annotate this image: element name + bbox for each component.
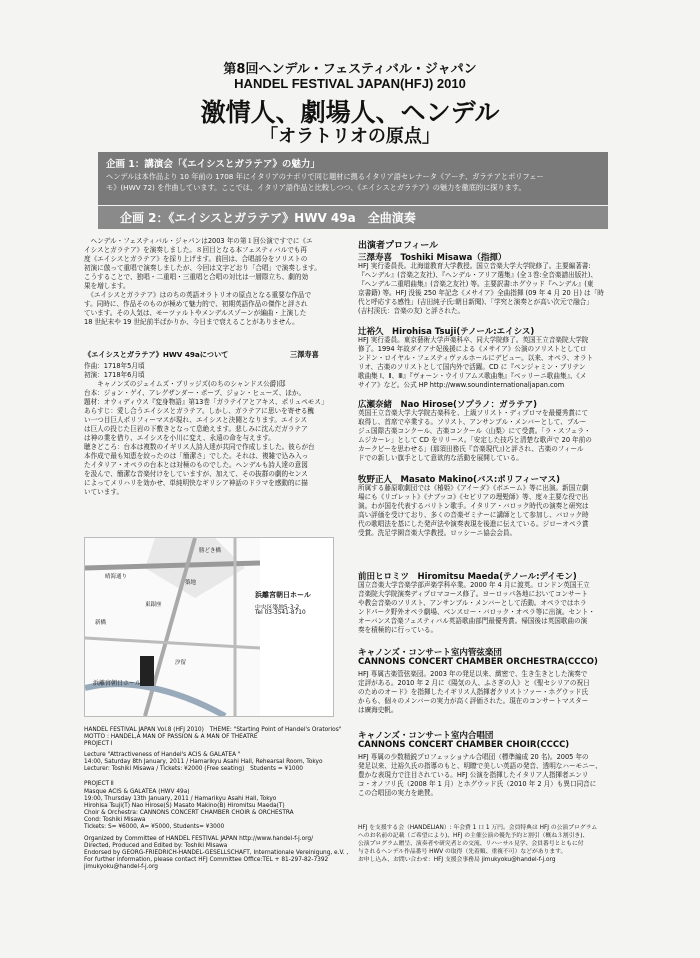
- performer-bio-line: (吉村渓氏：音楽の友) と評された。: [358, 307, 465, 315]
- performer-bio-line: 代の歌唱法を基にした発声法や演奏表現を後進に伝えている。ジローオペラ賞: [358, 520, 589, 528]
- intro-line: こうすることで、独唱・二重唱・三重唱と合唱の対比は一層際立ち、劇的効: [84, 273, 309, 281]
- performer-bio-line: 国立音楽大学音楽学部声楽学科卒業。2000 年 4 月に渡英。ロンドン英国王立: [358, 581, 590, 589]
- ensemble-bio-line: コ・オノフリ氏（2008 年 1 月）とホグウッド氏（2010 年 2 月）も異口同音に: [358, 780, 597, 788]
- intro-line: す。同時に、作品そのものが極めて魅力的で、初期英語作品の傑作と評され: [84, 300, 308, 308]
- about-line: によってメリハリを効かせ、単純明快なギリシア神話のドラマを感動的に描: [84, 479, 308, 487]
- performer-name: 辻裕久 Hirohisa Tsuji(テノール:エイシス): [358, 327, 535, 337]
- venue-map: [84, 537, 334, 717]
- footer-line: Cond: Toshiki Misawa: [84, 817, 146, 823]
- ensemble-bio-line: 定評がある。2010 年 2 月に《陽気の人、ふさぎの人》と《聖セシリアの祝日: [358, 679, 590, 687]
- performer-bio-line: 音楽院大学院演奏ディプロマコース修了。ヨーロッパ各地においてコンサート: [358, 590, 588, 598]
- footer-line: MOTTO : HANDEL,A MAN OF PASSION & A MAN OF THEATRE: [84, 734, 258, 740]
- ensemble-name-jp: キャノンズ・コンサート室内管弦楽団: [358, 648, 502, 658]
- ensemble-bio-line: のためのオード》を指揮したイギリス人指揮者クリストファー・ホグウッド氏: [358, 688, 589, 696]
- performer-bio-line: 京書籍) 等。HFJ 没後 250 年記念《メサイア》全曲指揮 (09 年 4 月 20 日) は「時: [358, 289, 604, 297]
- ensemble-bio-line: 発足以来、辻裕久氏の指導のもと、明瞭で美しい英語の発音、透明なハーモニー、: [358, 762, 602, 770]
- performer-bio-line: や教会音楽のソリスト、アンサンブル・メンバーとして活動。オペラではホラ: [358, 599, 587, 607]
- support-line: お申し込み、お問い合わせ：HFJ 支援会事務局 jimukyoku@handel-f-j.org: [358, 857, 556, 863]
- performer-bio-line: ンドパーク野外オペラ劇場、ベンスロー・バロック・オペラ等に出演。セント・: [358, 608, 595, 616]
- performer-name: 前田ヒロミツ Hiromitsu Maeda(テノール:デイモン): [358, 572, 577, 582]
- performer-bio-line: 『ヘンデル』(音楽之友社)、『ヘンデル・アリア選集』(全３巻:全音楽譜出版社)、: [358, 271, 598, 279]
- footer-line: HANDEL FESTIVAL JAPAN Vol.8 (HFJ 2010) THEME: "Starting Point of Handel's Oratorios": [84, 727, 342, 733]
- footer-line: Organized by Committee of HANDEL FESTIVAL JAPAN http://www.handel-f-j.org/: [84, 836, 314, 842]
- footer-line: Lecturer: Toshiki Misawa / Tickets: ¥2000 (Free seating) Students = ¥1000: [84, 766, 303, 772]
- footer-line: Lecture "Attractiveness of Handel's ACIS & GALATEA ": [84, 752, 241, 758]
- header-main-title: 激情人、劇場人、ヘンデル: [200, 98, 500, 127]
- about-author: 三澤寿喜: [290, 350, 319, 359]
- performer-bio-line: ジュ国際古楽コンクール、古楽コンクール〈山梨〉にて受賞。「ラ・スフェラ・: [358, 427, 591, 435]
- footer-line: Choir & Orchestra: CANNONS CONCERT CHAMBER CHOIR & ORCHESTRA: [84, 810, 294, 816]
- project1-text-line: モ》(HWV 72) を作曲しています。ここでは、イタリア語作品と比較しつつ、《エイシスとガラテア》の魅力を徹底的に探ります。: [106, 183, 526, 192]
- about-line: 作曲：1718年5月頃: [84, 362, 145, 370]
- performer-bio-line: 奏を積極的に行っている。: [358, 626, 438, 634]
- footer-line: 19:00, Thursday 13th January, 2011 / Hamarikyu Asahi Hall, Tokyo: [84, 796, 277, 802]
- map-place-label: 勝どき橋: [199, 548, 222, 554]
- performer-bio-line: 受賞。洗足学園音楽大学教授。ロッシーニ協会会員。: [358, 529, 517, 537]
- map-venue-name: 浜離宮朝日ホール: [255, 591, 311, 599]
- performer-bio-line: 修了。1994 年故ダイアナ妃後援による《メサイア》公演のソリストとしてロ: [358, 345, 587, 353]
- ensemble-name-en: CANNONS CONCERT CHAMBER CHOIR(CCCC): [358, 740, 570, 750]
- ensemble-name-en: CANNONS CONCERT CHAMBER ORCHESTRA(CCCO): [358, 657, 598, 667]
- performer-bio-line: HFJ 実行委員長。北海道教育大学教授。国立音楽大学大学院修了。主要編著書:: [358, 262, 591, 270]
- footer-line: jimukyoku@handel-f-j.org: [84, 864, 158, 870]
- performer-name: 三澤寿喜 Toshiki Misawa（指揮）: [358, 253, 507, 263]
- footer-line: Endorsed by GEORG-FRIEDRICH-HANDEL-GESELLSCHAFT, Internationale Vereinigung, e.V. ,: [84, 850, 349, 856]
- ensemble-bio-line: HFJ 専属古楽管弦楽団。2003 年の発足以来、緻密で、生き生きとした演奏で: [358, 670, 588, 678]
- performer-name: 広瀬奈緒 Nao Hirose(ソプラノ：ガラテア): [358, 400, 538, 410]
- performer-bio-line: 歌曲集 Ⅰ、Ⅱ、Ⅲ』『ヴォーン・ウイリアムス歌曲集』『ベッリーニ歌曲集』、《メ: [358, 372, 587, 380]
- intro-line: ヘンデル・フェスティバル・ジャパンは2003 年の第１回公演ですでに《エ: [84, 237, 313, 245]
- intro-line: イシスとガラテア》を演奏しました。８回目となる本フェスティバルでも再: [84, 246, 307, 254]
- project1-title: 企画 1：講演会「《エイシスとガラテア》の魅力」: [106, 159, 320, 170]
- intro-line: ています。その人気は、モーツァルトやメンデルスゾーンが編曲・上演した: [84, 309, 307, 317]
- footer-line: Masque ACIS & GALATEA (HWV 49a): [84, 789, 190, 795]
- about-line: たイタリア・オペラの台本とは対極のものでした。ヘンデルも詩人達の意図: [84, 461, 308, 469]
- performer-bio-line: 高い評価を受けており、多くの音楽ゼミナーに講師として参加し、バロック時: [358, 511, 589, 519]
- intro-line: 果を増します。: [84, 282, 130, 290]
- map-place-label: 東銀座: [145, 602, 162, 608]
- about-line: 聴きどころ：台本は複数のイギリス人詩人達が共同で作成しました。彼らが台: [84, 443, 315, 451]
- footer-line: Tickets: S= ¥6000, A= ¥5000, Students= ¥3000: [84, 824, 225, 830]
- header-line1: 第8回ヘンデル・フェスティバル・ジャパン: [223, 62, 477, 77]
- intro-line: 《エイシスとガラテア》はのちの英語オラトリオの原点となる重要な作品で: [84, 291, 312, 299]
- performer-bio-line: 演。わが国を代表するバリトン歌手。イタリア・バロック時代の演奏と研究は: [358, 502, 589, 510]
- performer-bio-line: 『ヘンデル二重唱曲集』(音楽之友社) 等。主要訳書:ホグウッド『ヘンデル』(東: [358, 280, 594, 288]
- performer-bio-line: リオ、古楽のソリストとして国内外で活躍。CD に『ペンジャミン・ブリテン: [358, 363, 586, 371]
- performer-bio-line: ムジカーレ」として CD をリリース。「安定した技巧と清楚な歌声で 20 年前の: [358, 436, 592, 444]
- intro-line: 度《エイシスとガラテア》を採り上げます。前回は、合唱部分をソリストの: [84, 255, 308, 263]
- support-line: 与されるヘンデル作品番号 HWV の取得（先着順、重複不可）などがあります。: [358, 849, 567, 855]
- ensemble-bio-line: 豊かな表現力で注目されている。HFJ 公演を指揮したイタリア人指揮者エンリ: [358, 771, 589, 779]
- about-line: は神の業を借り、エイシスを小川に変え、永遠の命を与えます。: [84, 434, 275, 442]
- footer-line: Hirohisa Tsuji(T) Nao Hirose(S) Masato Makino(B) Hiromitsu Maeda(T): [84, 803, 285, 809]
- support-line: 公演プログラム贈呈、演奏者や研究者との交流、リハーサル見学、会員番号とともに付: [358, 841, 584, 847]
- support-line: へのお名前の記載（ご希望により)、HFJ の主催公演の優先予約と割引（概ね３割引き)、: [358, 833, 589, 839]
- performer-bio-line: サイア》など。公式 HP http://www.soundinternationaljapan.com: [358, 381, 565, 389]
- about-line: 初演：1718年6月頃: [84, 371, 145, 379]
- intro-line: 初演に倣って重唱で演奏しましたが、今回は文字どおり「合唱」で演奏します。: [84, 264, 321, 272]
- performer-bio-line: オーバンス音楽フェスティバル英語歌曲部門最優秀賞。帰国後は英国歌曲の演: [358, 617, 588, 625]
- section-title-performers: 出演者プロフィール: [358, 241, 439, 251]
- map-graphic: [85, 538, 333, 716]
- performer-name: 牧野正人 Masato Makino(バス:ポリフィーマス): [358, 475, 560, 485]
- footer-line: Directed, Produced and Edited by: Toshiki Misawa: [84, 843, 228, 849]
- map-place-label: 築地: [185, 580, 197, 586]
- about-line: は巨人の投じた巨岩の下敷きとなって息絶えます。悲しみに沈んだガラテア: [84, 425, 308, 433]
- performer-bio-line: ンドン・ロイヤル・フェスティヴァルホールにデビュー。以来、オペラ、オラト: [358, 354, 594, 362]
- about-line: を汲んで、簡潔な音楽付けをしていますが、加えて、その抜群の劇的センス: [84, 470, 308, 478]
- header-line2: HANDEL FESTIVAL JAPAN(HFJ) 2010: [234, 76, 466, 91]
- performer-bio-line: 取得し、首席で卒業する。ソリスト、アンサンブル・メンバーとして、ブルー: [358, 418, 587, 426]
- performer-bio-line: 代と呼応する感性」(吉田純子氏:朝日新聞)、「学究と演奏とが高い次元で融合」: [358, 298, 593, 306]
- performer-bio-line: 英国王立音楽大学大学院古楽科を、上級ソリスト・ディプロマを最優秀賞にて: [358, 409, 589, 417]
- footer-line: PROJECT Ⅱ: [84, 781, 114, 787]
- performer-bio-line: HFJ 実行委員。東京藝術大学声楽科卒、同大学院修了。英国王立音楽院大学院: [358, 336, 589, 344]
- footer-line: For further information, please contact HFJ Committee Office:TEL + 81-297-82-7392: [84, 857, 329, 863]
- map-tel: Tel 03-3541-8710: [255, 610, 306, 616]
- about-line: い一つ目巨人ポリフィーマスが現れ、エイシスと決闘となります。エイシス: [84, 416, 308, 424]
- project2-title: 企画 2：《エイシスとガラテア》HWV 49a 全曲演奏: [120, 211, 416, 225]
- ensemble-name-jp: キャノンズ・コンサート室内合唱団: [358, 731, 494, 741]
- ensemble-bio-line: HFJ 専属の少数精鋭プロフェッショナル合唱団（標準編成 20 名)。2005 年の: [358, 753, 589, 761]
- about-line: 台本：ジョン・ゲイ、アレグザンダー・ポープ、ジョン・ヒューズ、ほか。: [84, 389, 306, 397]
- map-hall-label: 浜離宮朝日ホール: [93, 680, 141, 687]
- performer-bio-line: 場にも《リゴレット》《ナブッコ》《セビリアの理髪師》等、度々主要な役で出: [358, 493, 589, 501]
- about-line: 本作成で最も知恵を絞ったのは「簡潔さ」でした。それは、複雑で込み入っ: [84, 452, 309, 460]
- about-title: 《エイシスとガラテア》HWV 49aについて: [84, 350, 229, 359]
- performer-bio-line: ドでの新しい旗手として意欲的な活動を展開している。: [358, 454, 523, 462]
- intro-line: 18 世紀末や 19 世紀前半ばかりか、今日まで衰えることがありません。: [84, 318, 299, 326]
- ensemble-bio-line: は廣海史帆。: [358, 706, 398, 714]
- footer-line: 14:00, Saturday 8th January, 2011 / Hamarikyu Asahi Hall, Rehearsal Room, Tokyo: [84, 759, 323, 765]
- map-address: 中央区築地5-3-2: [255, 605, 300, 611]
- about-line: あらすじ：愛し合うエイシスとガラテア。しかし、ガラテアに思いを寄せる醜: [84, 407, 315, 415]
- ensemble-bio-line: この合唱団の実力を絶賛。: [358, 789, 438, 797]
- about-line: 題材：オウィディウス『変身物語』第13巻「ガラテイアとアキス、ポリュペモス」: [84, 398, 328, 406]
- map-hall-marker: [140, 656, 154, 686]
- about-line: キャノンズのジェイムズ・ブリッジズ(のちのシャンドス公爵)邸: [84, 380, 286, 388]
- support-line: HFJ を支援する会（HANDELIAN）: 年会費 1 口 1 万円。会員特典は HFJ の公演プログラム: [358, 825, 598, 831]
- map-place-label: 晴海通り: [105, 574, 128, 580]
- performer-bio-line: カークビーを思わせる」(那須田務氏『音楽現代』)と評され、古楽のフィール: [358, 445, 584, 453]
- footer-line: PROJECT Ⅰ: [84, 741, 113, 747]
- performer-bio-line: 所属する藤原歌劇団では《椿姫》《アイーダ》《ボエーム》等に出演。新国立劇: [358, 484, 589, 492]
- map-place-label: 新橋: [95, 620, 107, 626]
- map-place-label: 汐留: [175, 660, 187, 666]
- ensemble-bio-line: からも、個々のメンバーの実力が高く評価された。現在のコンサートマスター: [358, 697, 589, 705]
- project1-text-line: ヘンデルは本作品より 10 年前の 1708 年にイタリアのナポリで同じ題材に拠るイタリア語セレナータ《アーチ、ガラテアとポリフェー: [106, 172, 544, 181]
- about-line: いています。: [84, 488, 124, 496]
- header-subtitle: 「オラトリオの原点」: [260, 126, 440, 147]
